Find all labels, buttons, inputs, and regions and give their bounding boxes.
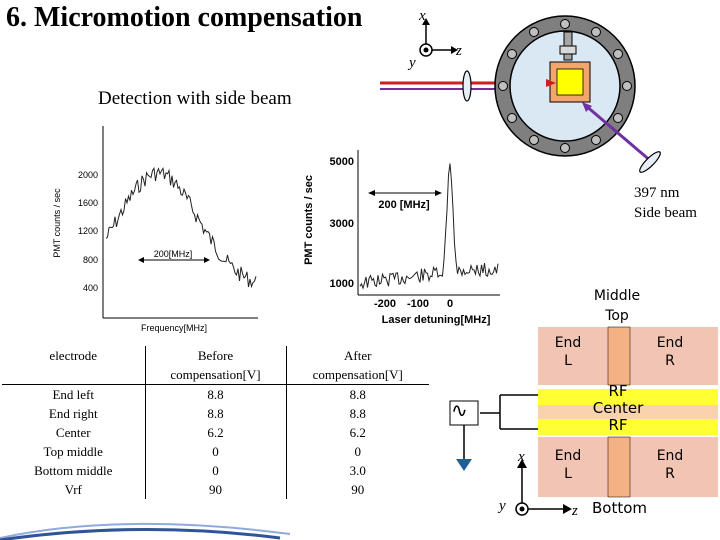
left-plot-span-label: 200[MHz]: [153, 249, 193, 259]
axis-label-y-bottom: y: [499, 498, 506, 514]
right-plot-ytick: 1000: [329, 278, 354, 290]
beam-label: 397 nm Side beam: [634, 185, 697, 221]
table-header-after: After compensation[V]: [286, 346, 429, 385]
right-plot-span-label: 200 [MHz]: [378, 199, 430, 211]
plot-right: [300, 145, 510, 330]
left-plot-ytick: 1200: [77, 226, 98, 236]
label-end-l-bottom: End L: [554, 448, 582, 482]
table-header-before: Before compensation[V]: [145, 346, 286, 385]
table-header-row: [2, 346, 429, 385]
left-plot-ytick: 2000: [77, 170, 98, 180]
table-col-after: 8.8 8.8 6.2 0 3.0 90: [286, 385, 429, 500]
right-plot-ytick: 5000: [329, 156, 354, 168]
right-plot-ylabel: PMT counts / sec: [303, 175, 315, 265]
label-middle-top: Middle Top: [593, 288, 641, 324]
table-header-electrode: electrode: [2, 346, 145, 385]
lens-left: [463, 71, 471, 101]
label-bottom: Bottom: [592, 499, 648, 517]
electrode-middle-top: [608, 327, 630, 385]
table-body: [2, 385, 429, 500]
ground-symbol: [456, 459, 472, 471]
right-plot-xlabel: Laser detuning[MHz]: [381, 314, 491, 326]
left-plot-trace: [106, 168, 256, 287]
ac-source-icon: ∿: [451, 398, 468, 422]
right-plot-trace: [360, 164, 498, 289]
right-plot-xtick: 0: [446, 298, 454, 310]
trap-center: [557, 69, 583, 95]
table-col-before: 8.8 8.8 6.2 0 0 90: [145, 385, 286, 500]
page-title: 6. Micromotion compensation: [6, 2, 363, 33]
subtitle: Detection with side beam: [98, 88, 292, 109]
right-plot-xtick: -200: [373, 298, 397, 310]
left-plot-ytick: 400: [82, 283, 98, 293]
electrode-middle-bottom: [608, 437, 630, 497]
plot-left: [48, 118, 263, 338]
table-col-electrode: End left End right Center Top middle Bottom middle Vrf: [34, 387, 113, 497]
label-end-l-top: End L: [554, 335, 582, 369]
axis-label-x-bottom: x: [518, 449, 525, 465]
axis-label-z-top: z: [456, 43, 462, 59]
label-end-r-top: End R: [656, 335, 684, 369]
left-plot-xlabel: Frequency[MHz]: [140, 323, 208, 333]
right-plot-ytick: 3000: [329, 218, 354, 230]
right-plot-xtick: -100: [406, 298, 430, 310]
left-plot-ytick: 1600: [77, 198, 98, 208]
axis-label-y-top: y: [409, 55, 416, 71]
voltage-table: [2, 346, 429, 499]
axis-label-z-bottom: z: [572, 503, 578, 519]
label-rf-center: RF Center RF: [592, 382, 644, 434]
label-end-r-bottom: End R: [656, 448, 684, 482]
left-plot-ylabel: PMT counts / sec: [52, 188, 62, 258]
left-plot-ytick: 800: [82, 255, 98, 265]
decorative-swoosh: [0, 500, 300, 540]
axis-label-x-top: x: [419, 8, 426, 24]
